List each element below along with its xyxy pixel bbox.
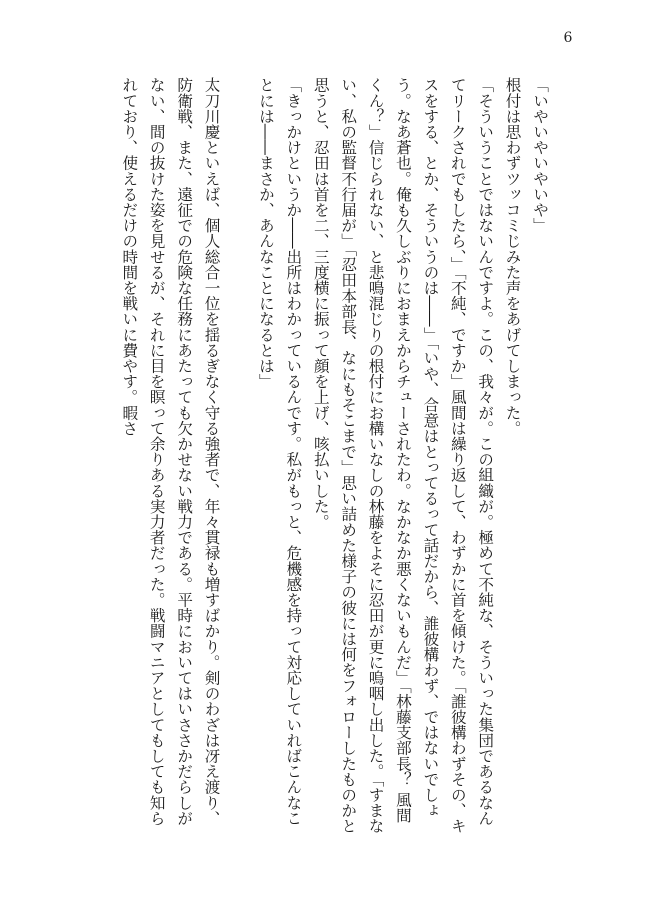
paragraph-4: 「きっかけというか――出所はわかっているんです。私がもっと、危機感を持って対応していればこんなことには――まさか、あんなことになるとは」: [256, 77, 303, 826]
paragraph-2: 根付は思わずツッコミじみた声をあげてしまった。: [503, 77, 522, 436]
section-break: [225, 77, 252, 837]
paragraph-1: 「いやいやいやいや」: [531, 77, 549, 233]
paragraph-3: 「そういうことではないんですよ。この、我々が。この組織が。極めて不純な、そういった集団であるなんてリークされでもしたら、」「不純、ですか」風間は繰り返して、わずかに首を傾けた。「誰彼構わずその、キスをする、とか、そういうのは――」「いや、合意はとってるって話だから、誰彼構わず、ではないでしょう。なあ蒼也。俺も久しぶりにおまえからチューされたわ。なかなか悪くないもんだ」「林藤支部長？ 風間くん？」信じられない、と悲鳴混じりの根付にお構いなしの林藤をよそに忍田が更に嗚咽し出した。「すまない、私の監督不行届が」「忍田本部長、なにもそこまで」思い詰めた様子の彼には何をフォローしたものかと思うと、忍田は首を二、三度横に振って顔を上げ、咳払いした。: [311, 77, 495, 834]
paragraph-5: 太刀川慶といえば、個人総合一位を揺るぎなく守る強者で、年々貫禄も増すばかり。剣のわざは冴え渡り、防衛戦、また、遠征での危険な任務にあたっても欠かせない戦力である。平時においてはいささかだらしがない、間の抜けた姿を見せるが、それに目を瞑って余りある実力者だった。戦闘マニアとしてもしても知られており、使えるだけの時間を戦いに費やす。暇さ: [120, 77, 221, 826]
page-number: 6: [563, 30, 573, 46]
vertical-body-text: [53, 77, 553, 837]
